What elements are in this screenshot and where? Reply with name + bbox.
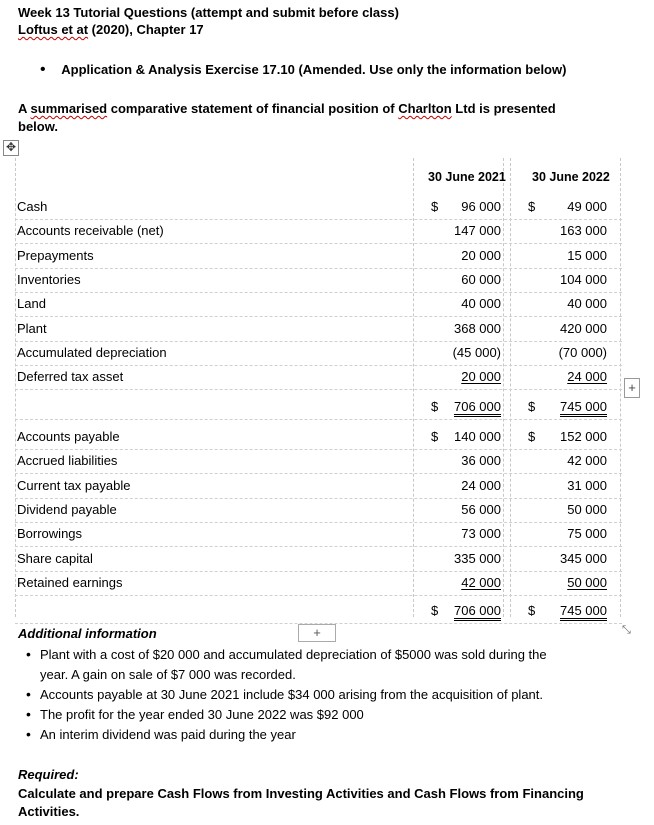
liabilities-row [15, 449, 622, 474]
value-2021: 42 000 [461, 574, 501, 590]
row-label: Accrued liabilities [17, 453, 118, 469]
row-label: Accounts payable [17, 429, 120, 444]
value-2022: 24 000 [567, 369, 607, 385]
currency-symbol: $ [528, 399, 536, 414]
value-2021: 20 000 [461, 247, 501, 263]
value-2021: 56 000 [461, 501, 501, 517]
assets-row [15, 341, 622, 366]
value-2022: 152 000 [560, 429, 607, 444]
liabilities-row [15, 498, 622, 523]
assets-row [15, 195, 622, 220]
value-2021: 335 000 [454, 550, 501, 566]
liabilities-row [15, 522, 622, 547]
value-2022: 75 000 [567, 526, 607, 542]
bullet-icon: • [26, 706, 31, 722]
chapter-reference: (2020), Chapter 17 [88, 22, 204, 37]
resize-icon[interactable]: ⤡ [622, 624, 631, 636]
value-2021: 96 000 [461, 199, 501, 214]
insert-row-plus-icon[interactable]: + [298, 624, 336, 642]
required-title: Required: [18, 767, 79, 782]
exercise-text: Application & Analysis Exercise 17.10 (Amended. Use only the information below) [61, 62, 567, 77]
value-2022: 49 000 [567, 199, 607, 214]
assets-total-row [15, 395, 622, 420]
currency-symbol: $ [431, 399, 439, 414]
table-move-handle-icon[interactable]: ✥ [3, 140, 19, 156]
exercise-bullet [40, 62, 566, 77]
total-2022: 745 000 [560, 603, 607, 621]
document-title: Week 13 Tutorial Questions (attempt and submit before class) [18, 5, 399, 20]
liabilities-row [15, 571, 622, 596]
row-label: Accounts receivable (net) [17, 223, 164, 239]
currency-symbol: $ [431, 603, 439, 618]
currency-symbol: $ [431, 199, 439, 214]
total-2021: 706 000 [454, 603, 501, 621]
currency-symbol: $ [431, 429, 439, 444]
row-label: Land [17, 296, 46, 312]
bullet-icon: • [26, 646, 31, 662]
value-2021: 368 000 [454, 320, 501, 336]
row-label: Share capital [17, 550, 93, 566]
value-2021: 140 000 [454, 429, 501, 444]
assets-row [15, 292, 622, 317]
value-2022: 31 000 [567, 477, 607, 493]
value-2022: 15 000 [567, 247, 607, 263]
required-line-2: Activities. [18, 804, 80, 819]
value-2021: 60 000 [461, 271, 501, 287]
row-label: Inventories [17, 271, 81, 287]
intro-line-1: A summarised comparative statement of financial position of Charlton Ltd is presented [18, 101, 556, 116]
bullet-icon: • [26, 726, 31, 742]
currency-symbol: $ [528, 603, 536, 618]
value-2022: 50 000 [567, 501, 607, 517]
intro-line-2: below. [18, 119, 58, 134]
required-line-1: Calculate and prepare Cash Flows from Investing Activities and Cash Flows from Financing [18, 786, 584, 801]
row-label: Current tax payable [17, 477, 131, 493]
bullet-icon: • [40, 61, 46, 78]
liabilities-row [15, 474, 622, 499]
insert-column-plus-icon[interactable]: + [624, 378, 640, 398]
value-2021: 40 000 [461, 296, 501, 312]
value-2022: 42 000 [567, 453, 607, 469]
column-header-2021: 30 June 2021 [428, 170, 506, 184]
value-2022: 420 000 [560, 320, 607, 336]
row-label: Borrowings [17, 526, 83, 542]
currency-symbol: $ [528, 199, 536, 214]
additional-info-title: Additional information [18, 626, 157, 641]
row-label: Dividend payable [17, 501, 117, 517]
value-2021: 20 000 [461, 369, 501, 385]
document-subtitle [18, 22, 204, 37]
liabilities-row [15, 547, 622, 572]
row-label: Deferred tax asset [17, 369, 124, 385]
column-header-2022: 30 June 2022 [532, 170, 610, 184]
total-2022: 745 000 [560, 399, 607, 417]
value-2021: 36 000 [461, 453, 501, 469]
assets-row [15, 244, 622, 269]
value-2021: (45 000) [452, 344, 501, 360]
additional-bullet-1-cont: year. A gain on sale of $7 000 was recorded. [40, 667, 296, 682]
row-label: Retained earnings [17, 574, 123, 590]
liabilities-total-row [15, 599, 622, 624]
value-2022: 40 000 [567, 296, 607, 312]
total-2021: 706 000 [454, 399, 501, 417]
value-2022: 345 000 [560, 550, 607, 566]
row-label: Accumulated depreciation [17, 344, 167, 360]
value-2022: 104 000 [560, 271, 607, 287]
currency-symbol: $ [528, 429, 536, 444]
assets-row [15, 268, 622, 293]
row-label: Cash [17, 199, 48, 214]
bullet-icon: • [26, 686, 31, 702]
assets-row [15, 219, 622, 244]
assets-row [15, 317, 622, 342]
row-label: Plant [17, 320, 47, 336]
value-2021: 147 000 [454, 223, 501, 239]
assets-row [15, 365, 622, 390]
value-2021: 73 000 [461, 526, 501, 542]
value-2022: 163 000 [560, 223, 607, 239]
value-2021: 24 000 [461, 477, 501, 493]
author-citation: Loftus et at [18, 22, 89, 37]
value-2022: (70 000) [558, 344, 607, 360]
value-2022: 50 000 [567, 574, 607, 590]
row-label: Prepayments [17, 247, 94, 263]
liabilities-row [15, 425, 622, 450]
